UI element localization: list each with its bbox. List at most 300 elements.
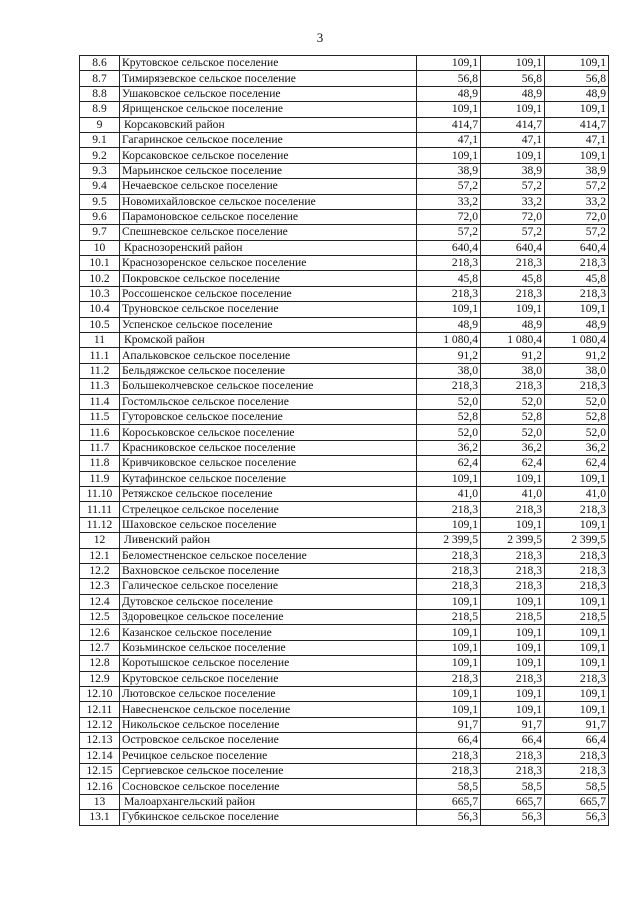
value-cell-3: 56,8 [545, 71, 609, 86]
table-row [80, 102, 609, 117]
table-row [80, 86, 609, 101]
value-cell-1: 109,1 [417, 302, 481, 317]
value-cell-3: 41,0 [545, 486, 609, 501]
table-row [80, 348, 609, 363]
value-cell-3: 109,1 [545, 148, 609, 163]
value-cell-2: 109,1 [481, 687, 545, 702]
row-number-cell: 10.1 [80, 256, 120, 271]
value-cell-2: 91,2 [481, 348, 545, 363]
row-number-cell: 12.1 [80, 548, 120, 563]
settlement-name-cell: Малоархангельский район [120, 794, 417, 809]
settlement-name-cell: Краснозоренское сельское поселение [120, 256, 417, 271]
value-cell-3: 109,1 [545, 56, 609, 71]
table-row [80, 286, 609, 301]
value-cell-2: 38,0 [481, 363, 545, 378]
settlement-name-cell: Казанское сельское поселение [120, 625, 417, 640]
settlement-name-cell: Тимирязевское сельское поселение [120, 71, 417, 86]
value-cell-3: 218,3 [545, 548, 609, 563]
table-row [80, 533, 609, 548]
value-cell-3: 1 080,4 [545, 333, 609, 348]
value-cell-1: 218,3 [417, 548, 481, 563]
table-row [80, 132, 609, 147]
settlement-name-cell: Лютовское сельское поселение [120, 687, 417, 702]
settlement-name-cell: Ярищенское сельское поселение [120, 102, 417, 117]
table-row [80, 748, 609, 763]
row-number-cell: 9.2 [80, 148, 120, 163]
table-row [80, 379, 609, 394]
table-row [80, 256, 609, 271]
row-number-cell: 13.1 [80, 810, 120, 825]
table-row [80, 794, 609, 809]
row-number-cell: 12.9 [80, 671, 120, 686]
row-number-cell: 11.4 [80, 394, 120, 409]
value-cell-3: 109,1 [545, 656, 609, 671]
table-row [80, 810, 609, 825]
value-cell-3: 109,1 [545, 302, 609, 317]
row-number-cell: 12.12 [80, 717, 120, 732]
row-number-cell: 12.13 [80, 733, 120, 748]
settlement-name-cell: Сосновское сельское поселение [120, 779, 417, 794]
value-cell-2: 56,3 [481, 810, 545, 825]
row-number-cell: 11.2 [80, 363, 120, 378]
row-number-cell: 11.5 [80, 409, 120, 424]
row-number-cell: 10.2 [80, 271, 120, 286]
value-cell-1: 218,3 [417, 286, 481, 301]
value-cell-1: 109,1 [417, 640, 481, 655]
value-cell-3: 109,1 [545, 471, 609, 486]
value-cell-1: 218,3 [417, 502, 481, 517]
value-cell-2: 66,4 [481, 733, 545, 748]
table-row [80, 440, 609, 455]
value-cell-2: 45,8 [481, 271, 545, 286]
settlement-name-cell: Кромской район [120, 333, 417, 348]
value-cell-1: 72,0 [417, 209, 481, 224]
table-row [80, 625, 609, 640]
value-cell-2: 109,1 [481, 102, 545, 117]
settlement-name-cell: Спешневское сельское поселение [120, 225, 417, 240]
value-cell-3: 665,7 [545, 794, 609, 809]
value-cell-3: 72,0 [545, 209, 609, 224]
value-cell-1: 218,3 [417, 763, 481, 778]
value-cell-1: 36,2 [417, 440, 481, 455]
settlement-name-cell: Вахновское сельское поселение [120, 563, 417, 578]
value-cell-1: 38,0 [417, 363, 481, 378]
settlement-name-cell: Никольское сельское поселение [120, 717, 417, 732]
value-cell-1: 1 080,4 [417, 333, 481, 348]
value-cell-2: 109,1 [481, 148, 545, 163]
row-number-cell: 9.3 [80, 163, 120, 178]
settlement-name-cell: Стрелецкое сельское поселение [120, 502, 417, 517]
settlement-name-cell: Галическое сельское поселение [120, 579, 417, 594]
value-cell-2: 218,3 [481, 548, 545, 563]
table-row [80, 610, 609, 625]
value-cell-2: 58,5 [481, 779, 545, 794]
value-cell-3: 109,1 [545, 102, 609, 117]
row-number-cell: 12.3 [80, 579, 120, 594]
table-row [80, 456, 609, 471]
settlement-name-cell: Труновское сельское поселение [120, 302, 417, 317]
value-cell-1: 218,3 [417, 256, 481, 271]
value-cell-3: 109,1 [545, 687, 609, 702]
row-number-cell: 11.11 [80, 502, 120, 517]
row-number-cell: 11.1 [80, 348, 120, 363]
table-row [80, 209, 609, 224]
row-number-cell: 9.7 [80, 225, 120, 240]
row-number-cell: 12.7 [80, 640, 120, 655]
value-cell-2: 1 080,4 [481, 333, 545, 348]
settlement-name-cell: Крутовское сельское поселение [120, 56, 417, 71]
row-number-cell: 10.4 [80, 302, 120, 317]
value-cell-1: 218,3 [417, 379, 481, 394]
value-cell-1: 109,1 [417, 471, 481, 486]
value-cell-2: 640,4 [481, 240, 545, 255]
table-row [80, 548, 609, 563]
value-cell-3: 109,1 [545, 517, 609, 532]
value-cell-1: 109,1 [417, 656, 481, 671]
settlement-name-cell: Беломестненское сельское поселение [120, 548, 417, 563]
settlement-name-cell: Гуторовское сельское поселение [120, 409, 417, 424]
value-cell-2: 109,1 [481, 471, 545, 486]
value-cell-1: 52,0 [417, 394, 481, 409]
settlement-name-cell: Краснозоренский район [120, 240, 417, 255]
value-cell-3: 58,5 [545, 779, 609, 794]
budget-table [79, 55, 609, 826]
table-row [80, 302, 609, 317]
row-number-cell: 11.10 [80, 486, 120, 501]
value-cell-2: 52,0 [481, 394, 545, 409]
value-cell-2: 665,7 [481, 794, 545, 809]
value-cell-2: 33,2 [481, 194, 545, 209]
value-cell-2: 109,1 [481, 302, 545, 317]
value-cell-3: 109,1 [545, 594, 609, 609]
value-cell-1: 48,9 [417, 86, 481, 101]
value-cell-1: 665,7 [417, 794, 481, 809]
value-cell-2: 56,8 [481, 71, 545, 86]
row-number-cell: 8.7 [80, 71, 120, 86]
value-cell-1: 38,9 [417, 163, 481, 178]
value-cell-1: 48,9 [417, 317, 481, 332]
value-cell-2: 218,5 [481, 610, 545, 625]
settlement-name-cell: Россошенское сельское поселение [120, 286, 417, 301]
settlement-name-cell: Козьминское сельское поселение [120, 640, 417, 655]
settlement-name-cell: Новомихайловское сельское поселение [120, 194, 417, 209]
value-cell-1: 57,2 [417, 179, 481, 194]
row-number-cell: 12.6 [80, 625, 120, 640]
row-number-cell: 11.7 [80, 440, 120, 455]
settlement-name-cell: Нечаевское сельское поселение [120, 179, 417, 194]
table-row [80, 363, 609, 378]
value-cell-1: 41,0 [417, 486, 481, 501]
value-cell-3: 66,4 [545, 733, 609, 748]
settlement-name-cell: Короськовское сельское поселение [120, 425, 417, 440]
row-number-cell: 11.3 [80, 379, 120, 394]
value-cell-3: 56,3 [545, 810, 609, 825]
table-row [80, 687, 609, 702]
settlement-name-cell: Корсаковский район [120, 117, 417, 132]
value-cell-1: 109,1 [417, 102, 481, 117]
value-cell-1: 58,5 [417, 779, 481, 794]
value-cell-2: 48,9 [481, 317, 545, 332]
value-cell-1: 91,2 [417, 348, 481, 363]
value-cell-2: 47,1 [481, 132, 545, 147]
table-row [80, 117, 609, 132]
table-row [80, 733, 609, 748]
value-cell-2: 109,1 [481, 517, 545, 532]
settlement-name-cell: Островское сельское поселение [120, 733, 417, 748]
value-cell-1: 91,7 [417, 717, 481, 732]
table-row [80, 317, 609, 332]
value-cell-1: 414,7 [417, 117, 481, 132]
value-cell-2: 57,2 [481, 225, 545, 240]
value-cell-3: 45,8 [545, 271, 609, 286]
value-cell-2: 218,3 [481, 763, 545, 778]
value-cell-2: 52,0 [481, 425, 545, 440]
table-row [80, 394, 609, 409]
value-cell-2: 109,1 [481, 702, 545, 717]
value-cell-2: 2 399,5 [481, 533, 545, 548]
settlement-name-cell: Красниковское сельское поселение [120, 440, 417, 455]
value-cell-2: 218,3 [481, 502, 545, 517]
row-number-cell: 12.16 [80, 779, 120, 794]
table-row [80, 717, 609, 732]
value-cell-3: 2 399,5 [545, 533, 609, 548]
value-cell-2: 57,2 [481, 179, 545, 194]
value-cell-3: 52,0 [545, 425, 609, 440]
row-number-cell: 11.8 [80, 456, 120, 471]
value-cell-3: 109,1 [545, 702, 609, 717]
table-row [80, 779, 609, 794]
value-cell-1: 56,8 [417, 71, 481, 86]
value-cell-2: 109,1 [481, 594, 545, 609]
table-row [80, 409, 609, 424]
value-cell-2: 72,0 [481, 209, 545, 224]
table-row [80, 225, 609, 240]
row-number-cell: 11.6 [80, 425, 120, 440]
value-cell-2: 218,3 [481, 563, 545, 578]
table-row [80, 179, 609, 194]
value-cell-3: 52,8 [545, 409, 609, 424]
value-cell-1: 62,4 [417, 456, 481, 471]
value-cell-3: 36,2 [545, 440, 609, 455]
table-row [80, 563, 609, 578]
value-cell-1: 218,3 [417, 748, 481, 763]
settlement-name-cell: Кривчиковское сельское поселение [120, 456, 417, 471]
value-cell-1: 218,5 [417, 610, 481, 625]
table-row [80, 333, 609, 348]
row-number-cell: 8.9 [80, 102, 120, 117]
table-row [80, 148, 609, 163]
row-number-cell: 12.11 [80, 702, 120, 717]
settlement-name-cell: Сергиевское сельское поселение [120, 763, 417, 778]
value-cell-1: 109,1 [417, 56, 481, 71]
value-cell-3: 109,1 [545, 625, 609, 640]
table-row [80, 579, 609, 594]
row-number-cell: 12.14 [80, 748, 120, 763]
row-number-cell: 12.5 [80, 610, 120, 625]
settlement-name-cell: Большеколчевское сельское поселение [120, 379, 417, 394]
value-cell-3: 218,3 [545, 563, 609, 578]
budget-table-body [80, 56, 609, 826]
row-number-cell: 9 [80, 117, 120, 132]
row-number-cell: 10 [80, 240, 120, 255]
settlement-name-cell: Парамоновское сельское поселение [120, 209, 417, 224]
value-cell-1: 109,1 [417, 625, 481, 640]
settlement-name-cell: Бельдяжское сельское поселение [120, 363, 417, 378]
settlement-name-cell: Ретяжское сельское поселение [120, 486, 417, 501]
value-cell-3: 218,3 [545, 671, 609, 686]
value-cell-1: 33,2 [417, 194, 481, 209]
value-cell-1: 52,8 [417, 409, 481, 424]
value-cell-2: 62,4 [481, 456, 545, 471]
value-cell-2: 109,1 [481, 656, 545, 671]
value-cell-3: 218,3 [545, 579, 609, 594]
row-number-cell: 9.1 [80, 132, 120, 147]
table-row [80, 517, 609, 532]
value-cell-1: 52,0 [417, 425, 481, 440]
row-number-cell: 10.3 [80, 286, 120, 301]
value-cell-3: 38,0 [545, 363, 609, 378]
value-cell-1: 2 399,5 [417, 533, 481, 548]
table-row [80, 425, 609, 440]
settlement-name-cell: Кутафинское сельское поселение [120, 471, 417, 486]
settlement-name-cell: Навесненское сельское поселение [120, 702, 417, 717]
row-number-cell: 13 [80, 794, 120, 809]
table-row [80, 656, 609, 671]
settlement-name-cell: Покровское сельское поселение [120, 271, 417, 286]
value-cell-1: 109,1 [417, 594, 481, 609]
value-cell-2: 218,3 [481, 671, 545, 686]
row-number-cell: 11.9 [80, 471, 120, 486]
table-row [80, 163, 609, 178]
row-number-cell: 9.5 [80, 194, 120, 209]
value-cell-2: 218,3 [481, 748, 545, 763]
page-number: 3 [316, 30, 324, 45]
settlement-name-cell: Марьинское сельское поселение [120, 163, 417, 178]
value-cell-3: 57,2 [545, 179, 609, 194]
value-cell-2: 218,3 [481, 256, 545, 271]
value-cell-1: 66,4 [417, 733, 481, 748]
table-row [80, 640, 609, 655]
settlement-name-cell: Губкинское сельское поселение [120, 810, 417, 825]
value-cell-1: 57,2 [417, 225, 481, 240]
row-number-cell: 8.8 [80, 86, 120, 101]
table-row [80, 56, 609, 71]
settlement-name-cell: Гагаринское сельское поселение [120, 132, 417, 147]
value-cell-3: 218,3 [545, 763, 609, 778]
value-cell-2: 414,7 [481, 117, 545, 132]
value-cell-1: 47,1 [417, 132, 481, 147]
settlement-name-cell: Коротышское сельское поселение [120, 656, 417, 671]
row-number-cell: 12.10 [80, 687, 120, 702]
value-cell-2: 109,1 [481, 640, 545, 655]
table-row [80, 702, 609, 717]
value-cell-2: 218,3 [481, 379, 545, 394]
table-row [80, 763, 609, 778]
value-cell-2: 41,0 [481, 486, 545, 501]
value-cell-3: 218,3 [545, 502, 609, 517]
table-row [80, 671, 609, 686]
table-row [80, 502, 609, 517]
settlement-name-cell: Гостомльское сельское поселение [120, 394, 417, 409]
row-number-cell: 8.6 [80, 56, 120, 71]
settlement-name-cell: Речицкое сельское поселение [120, 748, 417, 763]
row-number-cell: 10.5 [80, 317, 120, 332]
value-cell-2: 109,1 [481, 625, 545, 640]
settlement-name-cell: Шаховское сельское поселение [120, 517, 417, 532]
value-cell-2: 36,2 [481, 440, 545, 455]
value-cell-3: 91,7 [545, 717, 609, 732]
row-number-cell: 12.8 [80, 656, 120, 671]
row-number-cell: 12.2 [80, 563, 120, 578]
settlement-name-cell: Успенское сельское поселение [120, 317, 417, 332]
row-number-cell: 9.4 [80, 179, 120, 194]
value-cell-3: 91,2 [545, 348, 609, 363]
value-cell-1: 218,3 [417, 579, 481, 594]
value-cell-2: 109,1 [481, 56, 545, 71]
value-cell-2: 91,7 [481, 717, 545, 732]
value-cell-3: 218,5 [545, 610, 609, 625]
value-cell-2: 218,3 [481, 286, 545, 301]
value-cell-3: 640,4 [545, 240, 609, 255]
value-cell-2: 52,8 [481, 409, 545, 424]
settlement-name-cell: Ливенский район [120, 533, 417, 548]
settlement-name-cell: Здоровецкое сельское поселение [120, 610, 417, 625]
row-number-cell: 11.12 [80, 517, 120, 532]
settlement-name-cell: Апальковское сельское поселение [120, 348, 417, 363]
value-cell-2: 38,9 [481, 163, 545, 178]
value-cell-1: 218,3 [417, 671, 481, 686]
value-cell-3: 52,0 [545, 394, 609, 409]
settlement-name-cell: Крутовское сельское поселение [120, 671, 417, 686]
table-row [80, 594, 609, 609]
value-cell-2: 218,3 [481, 579, 545, 594]
value-cell-1: 56,3 [417, 810, 481, 825]
table-row [80, 471, 609, 486]
value-cell-3: 38,9 [545, 163, 609, 178]
settlement-name-cell: Корсаковское сельское поселение [120, 148, 417, 163]
settlement-name-cell: Ушаковское сельское поселение [120, 86, 417, 101]
value-cell-3: 218,3 [545, 379, 609, 394]
value-cell-3: 218,3 [545, 286, 609, 301]
row-number-cell: 11 [80, 333, 120, 348]
table-row [80, 271, 609, 286]
value-cell-1: 109,1 [417, 687, 481, 702]
table-row [80, 486, 609, 501]
value-cell-1: 109,1 [417, 148, 481, 163]
value-cell-3: 33,2 [545, 194, 609, 209]
value-cell-1: 109,1 [417, 517, 481, 532]
value-cell-3: 414,7 [545, 117, 609, 132]
value-cell-3: 218,3 [545, 748, 609, 763]
value-cell-3: 109,1 [545, 640, 609, 655]
value-cell-1: 109,1 [417, 702, 481, 717]
table-row [80, 71, 609, 86]
row-number-cell: 9.6 [80, 209, 120, 224]
value-cell-2: 48,9 [481, 86, 545, 101]
row-number-cell: 12.15 [80, 763, 120, 778]
value-cell-3: 62,4 [545, 456, 609, 471]
table-row [80, 240, 609, 255]
row-number-cell: 12.4 [80, 594, 120, 609]
value-cell-3: 48,9 [545, 86, 609, 101]
value-cell-3: 47,1 [545, 132, 609, 147]
table-row [80, 194, 609, 209]
value-cell-1: 640,4 [417, 240, 481, 255]
value-cell-3: 48,9 [545, 317, 609, 332]
value-cell-3: 57,2 [545, 225, 609, 240]
row-number-cell: 12 [80, 533, 120, 548]
value-cell-3: 218,3 [545, 256, 609, 271]
